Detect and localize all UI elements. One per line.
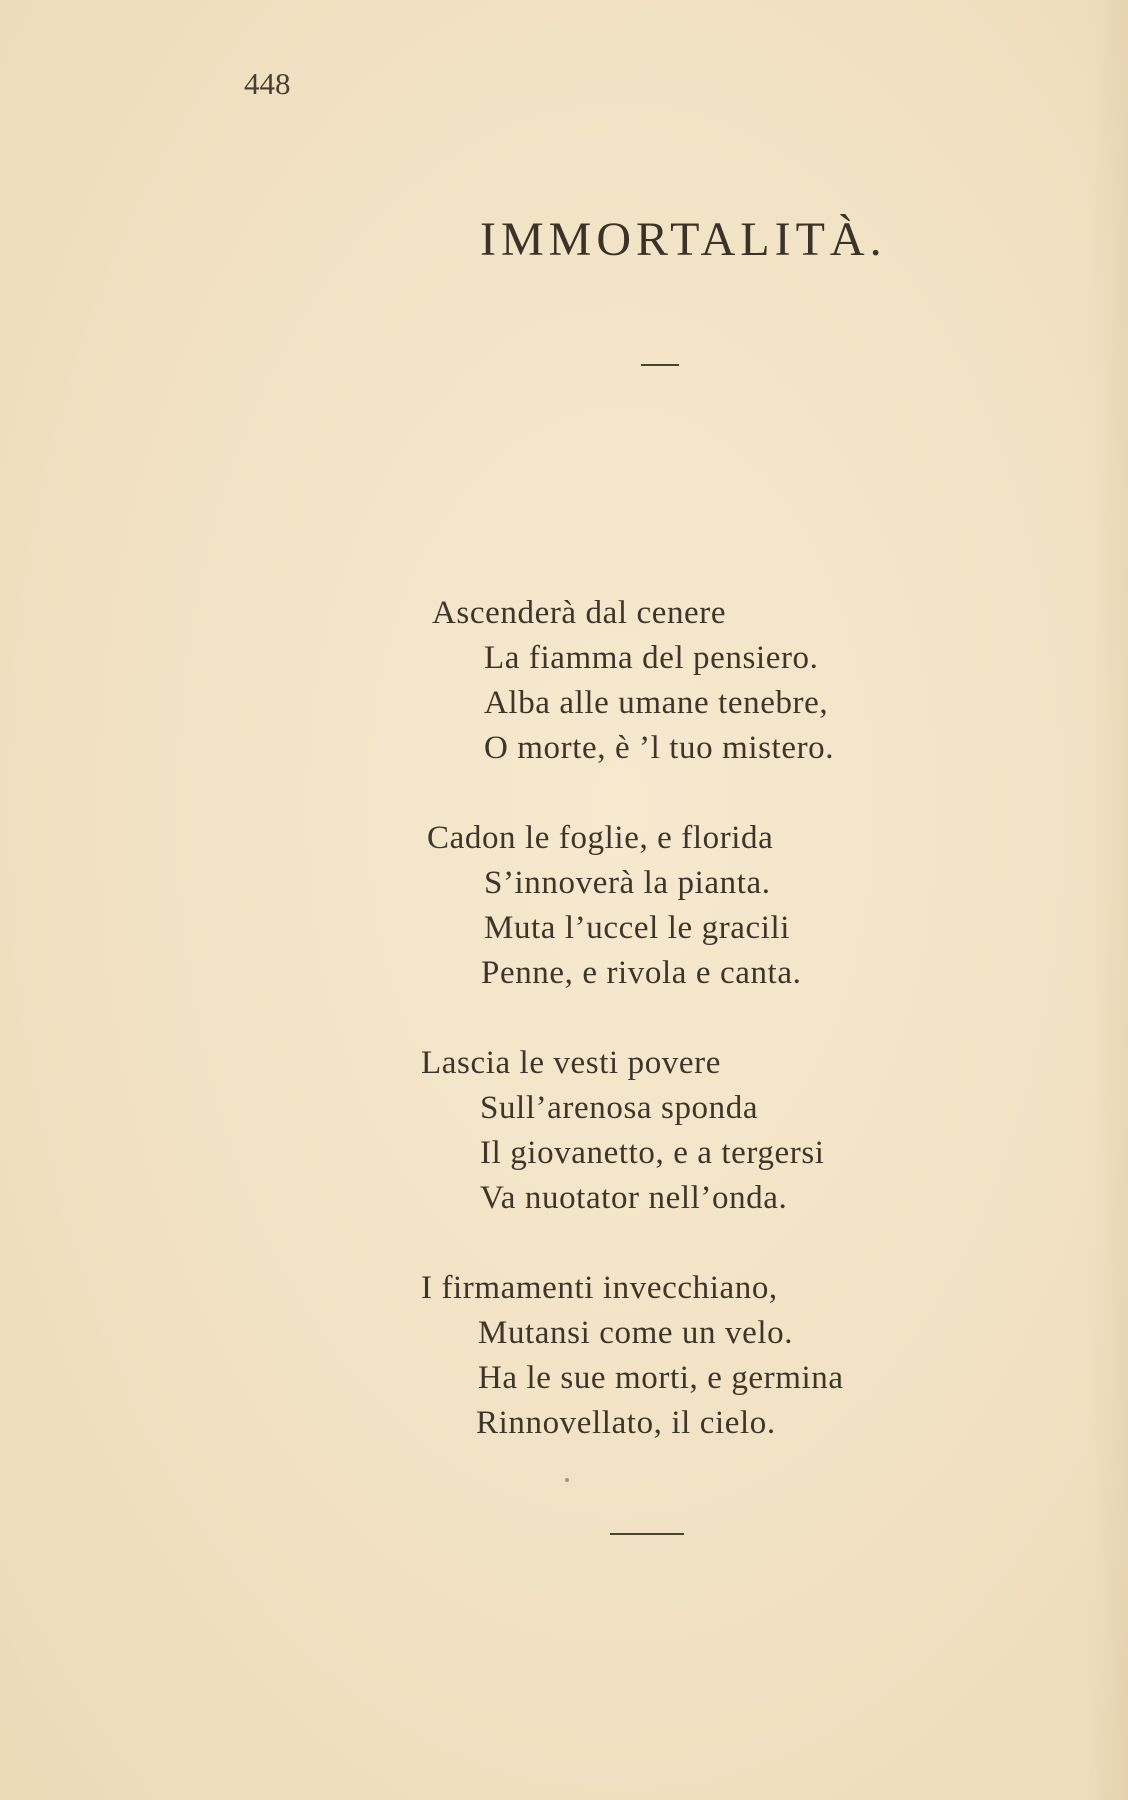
poem-line: Muta l’uccel le gracili <box>484 910 791 946</box>
page-number: 448 <box>244 66 291 101</box>
poem-line: S’innoverà la pianta. <box>484 865 771 901</box>
poem-line: Sull’arenosa sponda <box>480 1090 759 1126</box>
poem-line: Alba alle umane tenebre, <box>484 685 829 721</box>
poem-line: La fiamma del pensiero. <box>484 640 819 676</box>
poem-line: I firmamenti invecchiano, <box>421 1270 778 1306</box>
ink-speck <box>565 1478 569 1482</box>
poem-line: Ha le sue morti, e germina <box>478 1360 844 1396</box>
poem-line: Cadon le foglie, e florida <box>427 820 774 856</box>
poem-line: O morte, è ’l tuo mistero. <box>484 730 835 766</box>
poem-line: Penne, e rivola e canta. <box>481 955 802 991</box>
poem-line: Rinnovellato, il cielo. <box>476 1405 776 1441</box>
poem-line: Va nuotator nell’onda. <box>480 1180 788 1216</box>
poem-line: Ascenderà dal cenere <box>432 595 727 631</box>
poem-title: IMMORTALITÀ. <box>480 213 887 266</box>
poem-line: Lascia le vesti povere <box>421 1045 721 1081</box>
poem-line: Mutansi come un velo. <box>478 1315 794 1351</box>
poem-line: Il giovanetto, e a tergersi <box>480 1135 825 1171</box>
end-divider <box>610 1533 684 1535</box>
